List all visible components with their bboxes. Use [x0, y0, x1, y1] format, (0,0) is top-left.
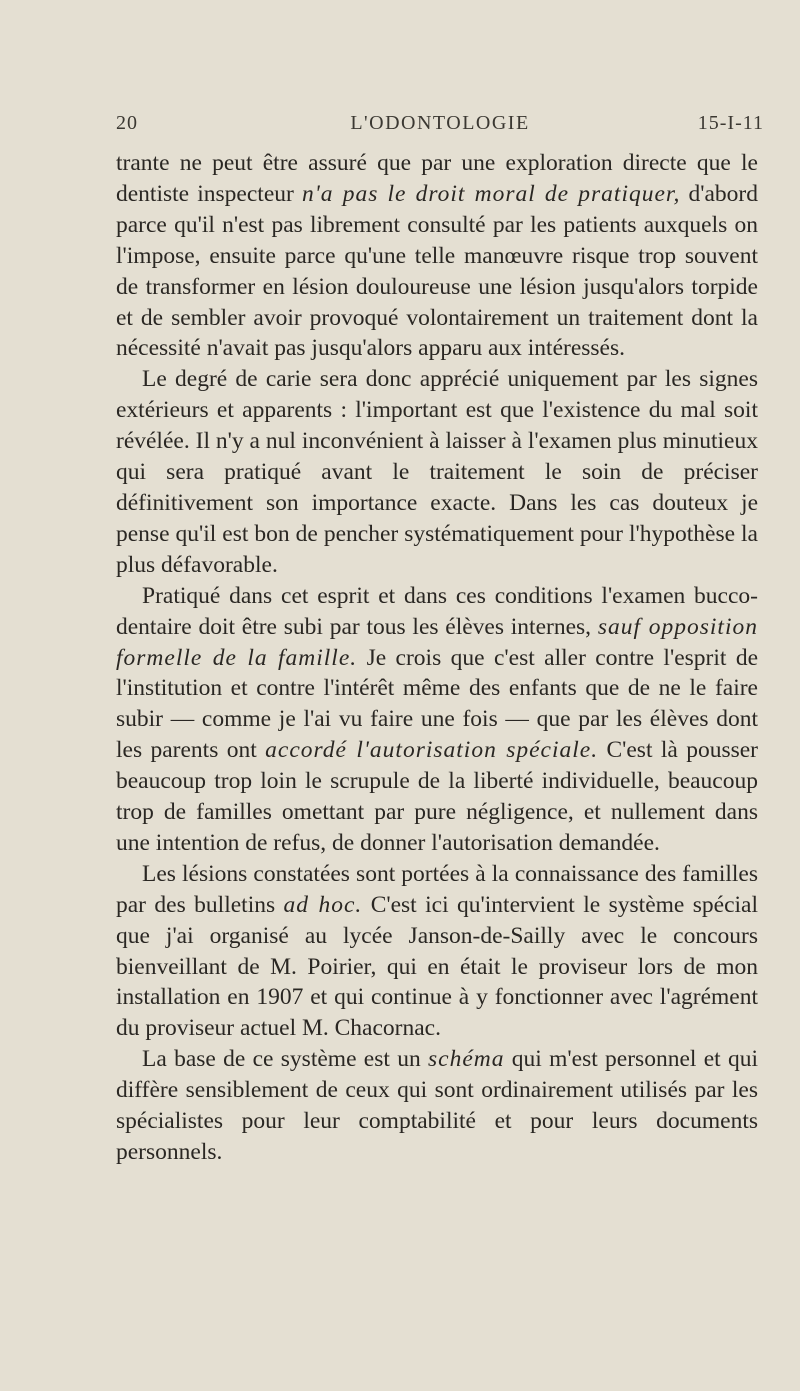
- paragraph: [116, 364, 758, 580]
- page-number: 20: [116, 112, 138, 134]
- text-run: Le degré de carie sera donc apprécié uniquement par les signes extérieurs et apparents : l'important est que l'existence du mal soit révélée. Il n'y a nul inconvénient à laisser à l'examen plus minutieux qui sera pratiqué avant le traitement le soin de préciser définitivement son importance exacte. Dans les cas douteux je pense qu'il est bon de pencher systématiquement pour l'hypothèse la plus défavorable.: [116, 366, 758, 578]
- paragraph: [116, 859, 758, 1044]
- body-text: [116, 148, 758, 1168]
- text-run: Pratiqué dans cet esprit et dans ces conditions l'examen bucco-dentaire doit être subi par tous les élèves internes,: [116, 582, 758, 640]
- text-run: Je crois que c'est aller contre l'esprit de l'institution et contre l'intérêt même des enfants que de ne le faire subir — comme je l'ai vu faire une fois — que par les élèves dont les parents ont: [116, 644, 758, 764]
- italic-text-run: ad hoc.: [283, 891, 363, 918]
- italic-text-run: n'a pas le droit moral de pratiquer,: [302, 180, 681, 207]
- paragraph: [116, 1044, 758, 1168]
- text-run: La base de ce système est un: [142, 1046, 429, 1073]
- text-run: Les lésions constatées sont portées à la connaissance des familles par des bulletins: [116, 860, 758, 918]
- paragraph: [116, 581, 758, 859]
- text-run: qui m'est personnel et qui diffère sensiblement de ceux qui sont ordinairement utilisés par les spécialistes pour leur comptabilité et pour leurs documents personnels.: [116, 1046, 759, 1165]
- issue-date: 15-I-11: [697, 112, 764, 134]
- text-run: d'abord parce qu'il n'est pas librement consulté par les patients auxquels on l'impose, ensuite parce qu'une telle manœuvre risque trop souvent de transformer en lésion douloureuse une lésion jusqu'alors torpide et de sembler avoir provoqué volontairement un traitement dont la nécessité n'avait pas jusqu'alors apparu aux intéressés.: [116, 180, 758, 362]
- text-run: C'est ici qu'intervient le système spécial que j'ai organisé au lycée Janson-de-Sailly avec le concours bienveillant de M. Poirier, qui en était le proviseur lors de mon installation en 1907 et qui continue à y fonctionner avec l'agrément du proviseur actuel M. Chacornac.: [116, 891, 759, 1042]
- paragraph: [116, 148, 758, 364]
- italic-text-run: schéma: [428, 1046, 505, 1073]
- text-run: C'est là pousser beaucoup trop loin le scrupule de la liberté individuelle, beaucoup trop de familles omettant par pure négligence, et nullement dans une intention de refus, de donner l'autorisation demandée.: [116, 737, 758, 856]
- text-run: trante ne peut être assuré que par une exploration directe que le dentiste inspecteur: [116, 150, 758, 207]
- italic-text-run: accordé l'autorisation spéciale.: [265, 737, 599, 764]
- journal-title: L'ODONTOLOGIE: [350, 112, 530, 134]
- italic-text-run: sauf opposition formelle de la famille.: [116, 613, 758, 671]
